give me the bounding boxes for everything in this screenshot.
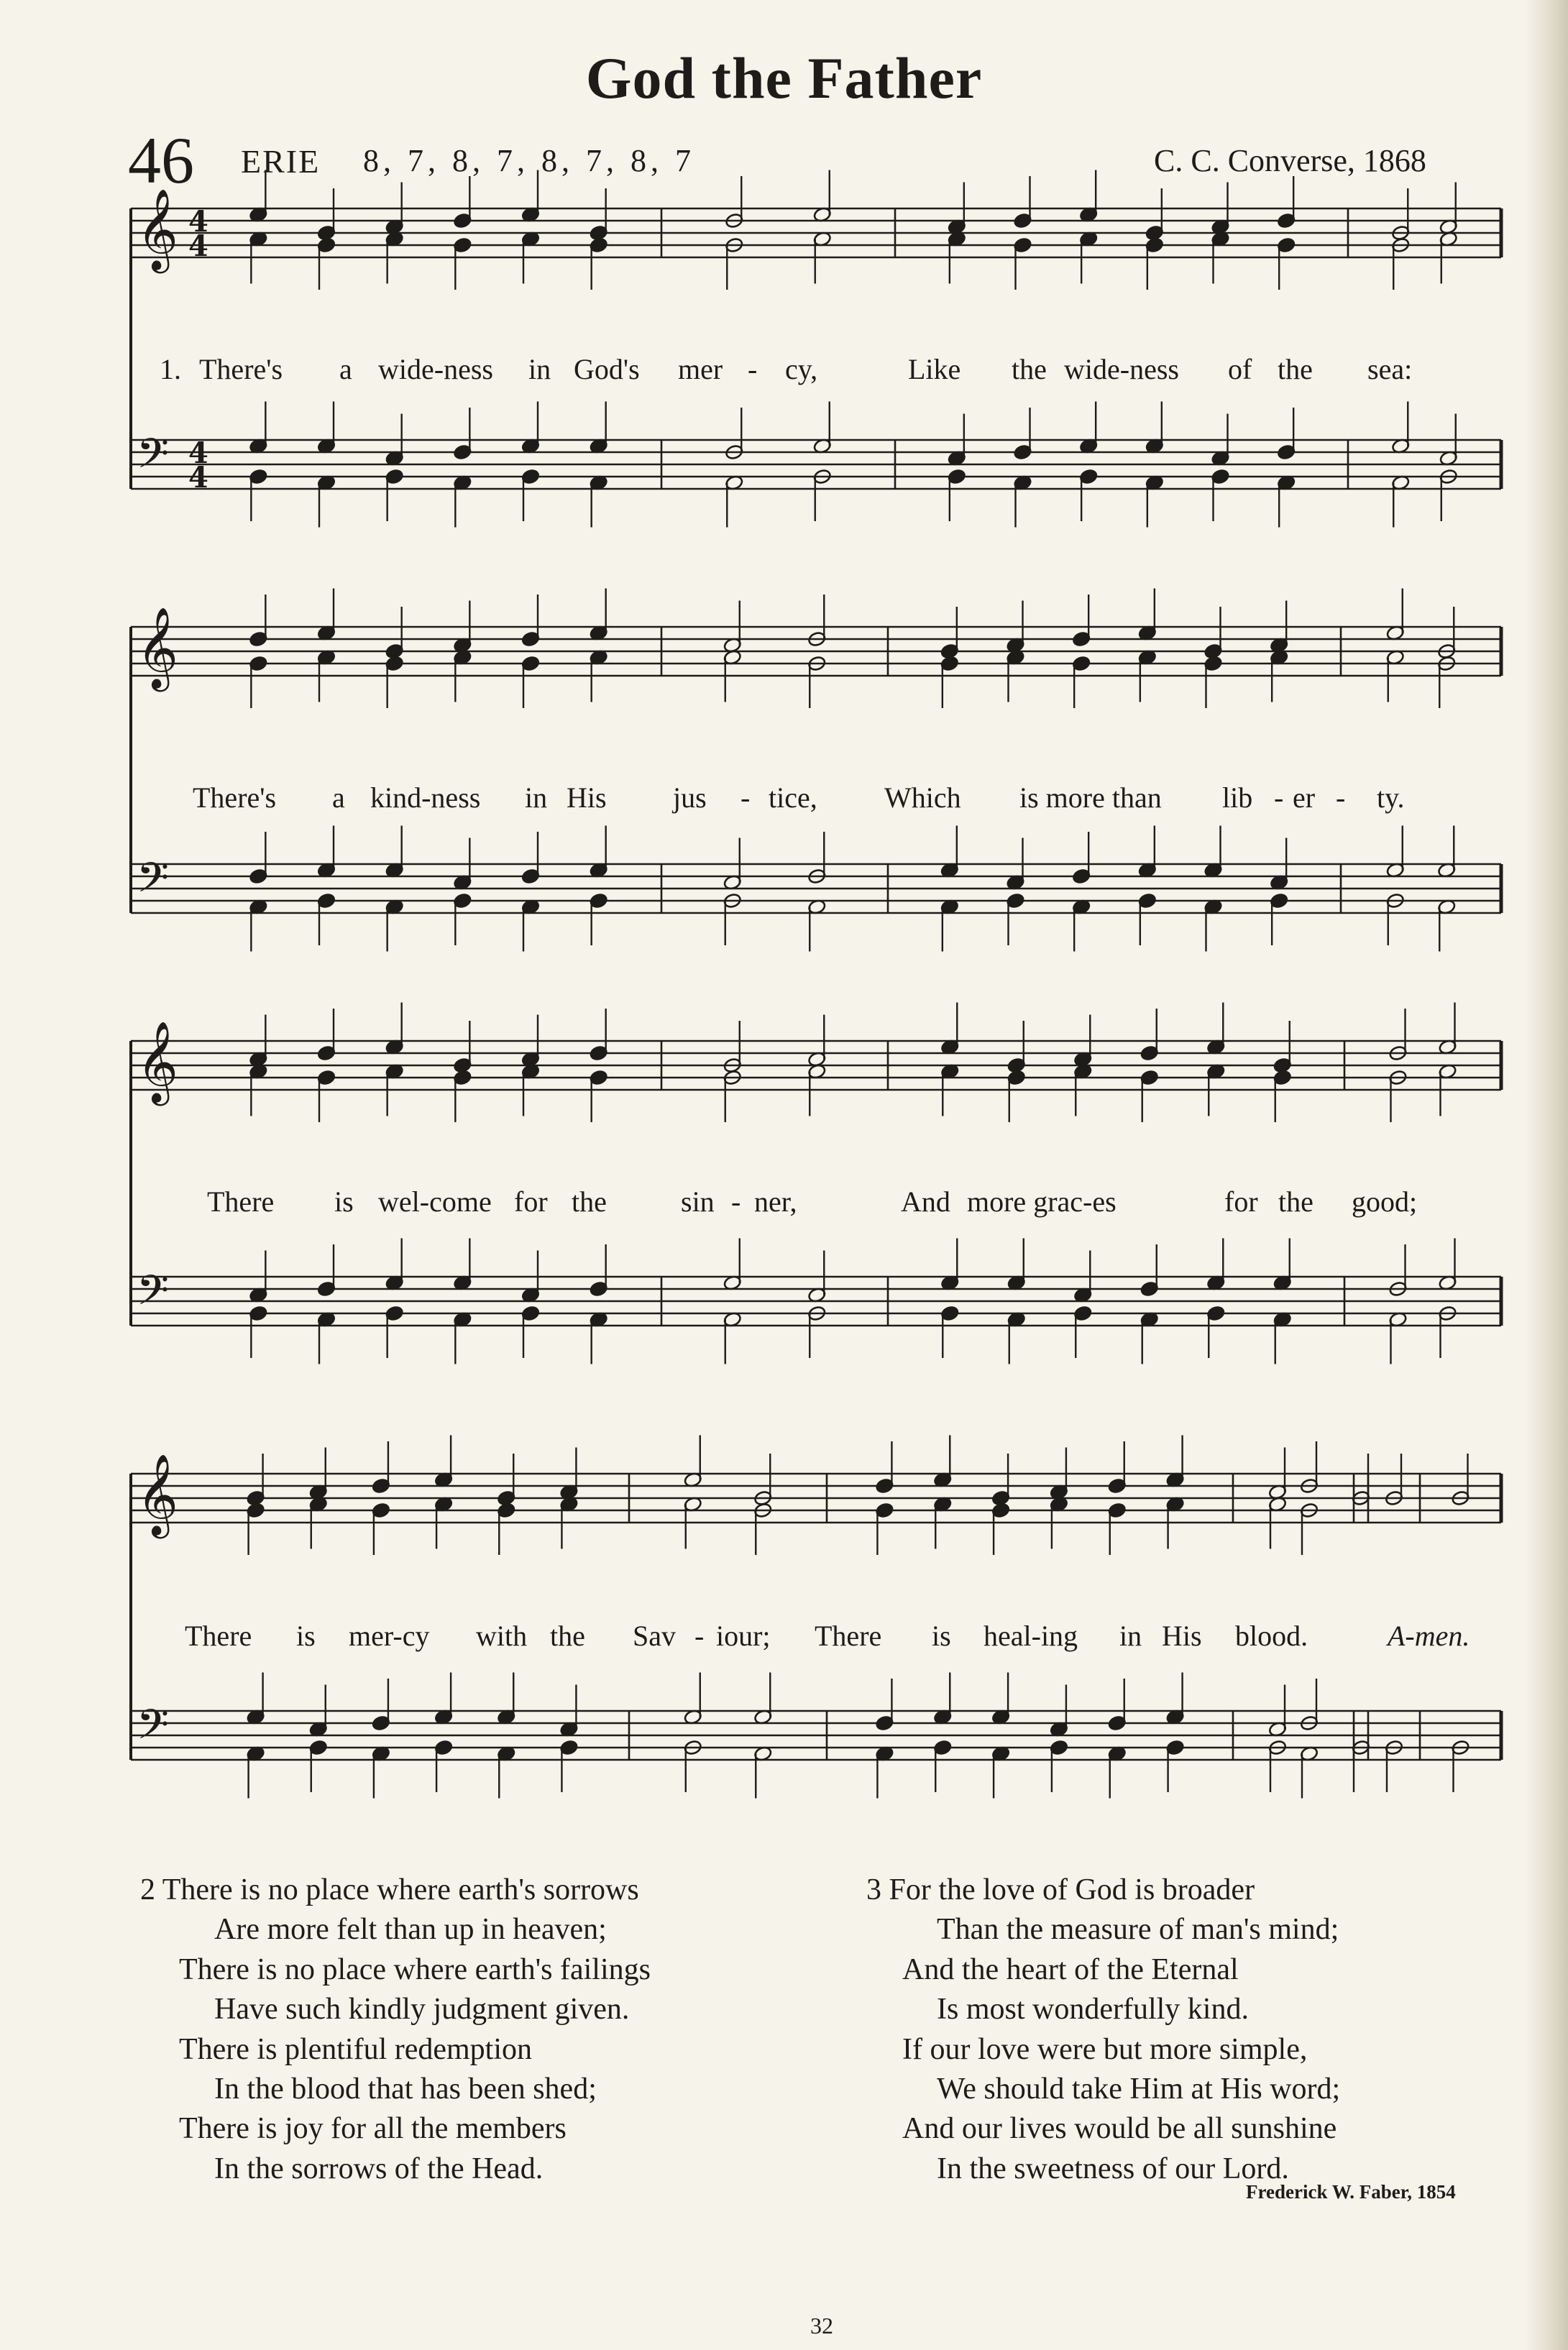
hymn-number: 46 <box>128 124 194 197</box>
verse-line: Is most wonderfully kind. <box>937 1993 1249 2027</box>
lyric-word: lib <box>1222 781 1253 814</box>
verse-line: And our lives would be all sunshine <box>902 2112 1337 2146</box>
bass-clef-icon: 𝄢 <box>137 429 170 488</box>
lyric-word: good; <box>1352 1185 1418 1218</box>
lyric-word: ner, <box>754 1185 797 1218</box>
lyric-word: er <box>1293 781 1316 814</box>
lyric-word: in <box>1119 1620 1142 1652</box>
page-number: 32 <box>810 2313 833 2338</box>
verse-line: 3 For the love of God is broader <box>866 1873 1255 1906</box>
verse-2 <box>140 1871 651 2189</box>
treble-clef-icon: 𝄞 <box>137 607 178 689</box>
lyric-word: - <box>1336 781 1346 814</box>
treble-clef-icon: 𝄞 <box>137 1021 178 1103</box>
author-credit: Frederick W. Faber, 1854 <box>1246 2181 1456 2203</box>
verse-number: 2 <box>140 1873 155 1906</box>
bass-clef-icon: 𝄢 <box>137 853 170 912</box>
lyric-word: There <box>207 1185 275 1218</box>
verse-line: We should take Him at His word; <box>937 2073 1341 2106</box>
lyric-word: iour; <box>716 1620 771 1652</box>
lyric-word: with <box>476 1620 528 1652</box>
tune-name: ERIE <box>241 143 321 180</box>
lyric-word: wel-come <box>378 1185 492 1218</box>
lyric-word: mer <box>678 353 723 385</box>
lyric-word: Sav <box>633 1620 676 1652</box>
verse-line: There is no place where earth's failings <box>179 1952 651 1986</box>
lyric-word: wide-ness <box>1064 353 1179 385</box>
verse-3 <box>866 1871 1340 2189</box>
lyric-word: blood. <box>1235 1620 1308 1652</box>
verse-line: If our love were but more simple, <box>902 2032 1308 2066</box>
verse-line: There is joy for all the members <box>179 2112 567 2146</box>
verse-line: Are more felt than up in heaven; <box>214 1913 607 1947</box>
lyric-word: - <box>741 781 751 814</box>
verse-line: In the sweetness of our Lord. <box>937 2152 1289 2185</box>
lyric-word: the <box>1278 353 1313 385</box>
verse-line: There is plentiful redemption <box>179 2032 533 2066</box>
lyric-word: the <box>550 1620 585 1652</box>
lyric-word: A-men. <box>1388 1620 1470 1652</box>
treble-clef-icon: 𝄞 <box>137 188 178 270</box>
lyric-word: is <box>932 1620 951 1652</box>
verse-line: Have such kindly judgment given. <box>214 1993 630 2027</box>
lyric-word: kind-ness <box>370 781 481 814</box>
lyric-word: There <box>185 1620 252 1652</box>
lyric-word: - <box>748 353 758 385</box>
lyric-word: for <box>514 1185 548 1218</box>
lyric-word: - <box>731 1185 741 1218</box>
lyric-word: mer-cy <box>349 1620 430 1652</box>
bass-time-signature-icon: 4 <box>188 461 208 495</box>
lyric-word: in <box>528 353 551 385</box>
lyric-word: is <box>296 1620 316 1652</box>
lyric-word: more grac-es <box>967 1185 1117 1218</box>
lyric-word: There <box>815 1620 882 1652</box>
lyric-word: is <box>334 1185 354 1218</box>
verse-line: In the blood that has been shed; <box>214 2073 597 2106</box>
lyric-word: - <box>694 1620 705 1652</box>
lyric-word: the <box>1012 353 1047 385</box>
verse-number: 3 <box>866 1873 881 1906</box>
bass-clef-icon: 𝄢 <box>137 1266 170 1325</box>
lyric-word: heal-ing <box>984 1620 1078 1652</box>
composer: C. C. Converse, 1868 <box>1154 143 1426 178</box>
lyric-word: for <box>1224 1185 1258 1218</box>
lyric-word: wide-ness <box>378 353 493 385</box>
lyric-word: the <box>572 1185 607 1218</box>
lyric-word: is more than <box>1019 781 1162 814</box>
verse-line: In the sorrows of the Head. <box>214 2152 544 2185</box>
lyric-word: - <box>1274 781 1284 814</box>
lyric-word: cy, <box>785 353 818 385</box>
lyric-word: jus <box>673 781 707 814</box>
lyric-word: the <box>1278 1185 1313 1218</box>
lyric-word: Which <box>884 781 961 814</box>
lyric-word: in <box>525 781 548 814</box>
bass-time-signature-icon: 4 <box>188 436 208 470</box>
lyric-word: Like <box>908 353 961 385</box>
verse-line: 2 There is no place where earth's sorrows <box>140 1873 639 1906</box>
lyric-word: There's <box>199 353 283 385</box>
lyric-word: tice, <box>769 781 817 814</box>
bass-clef-icon: 𝄢 <box>137 1700 170 1759</box>
lyric-word: There's <box>193 781 277 814</box>
lyric-word: God's <box>574 353 640 385</box>
lyric-word: sea: <box>1367 353 1413 385</box>
section-title: God the Father <box>585 45 983 111</box>
lyric-word: His <box>567 781 607 814</box>
lyric-word: a <box>332 781 345 814</box>
treble-time-signature-icon: 4 <box>188 205 208 239</box>
lyric-word: 1. <box>160 353 181 385</box>
lyric-word: a <box>339 353 352 385</box>
verse-line: And the heart of the Eternal <box>902 1952 1239 1986</box>
lyric-word: of <box>1228 353 1252 385</box>
meter: 8, 7, 8, 7, 8, 7, 8, 7 <box>363 143 695 178</box>
verse-line: Than the measure of man's mind; <box>937 1913 1339 1947</box>
lyric-word: ty. <box>1377 781 1405 814</box>
treble-clef-icon: 𝄞 <box>137 1454 178 1536</box>
lyric-word: His <box>1162 1620 1202 1652</box>
treble-time-signature-icon: 4 <box>188 229 208 263</box>
lyric-word: sin <box>681 1185 715 1218</box>
lyric-word: And <box>901 1185 950 1218</box>
